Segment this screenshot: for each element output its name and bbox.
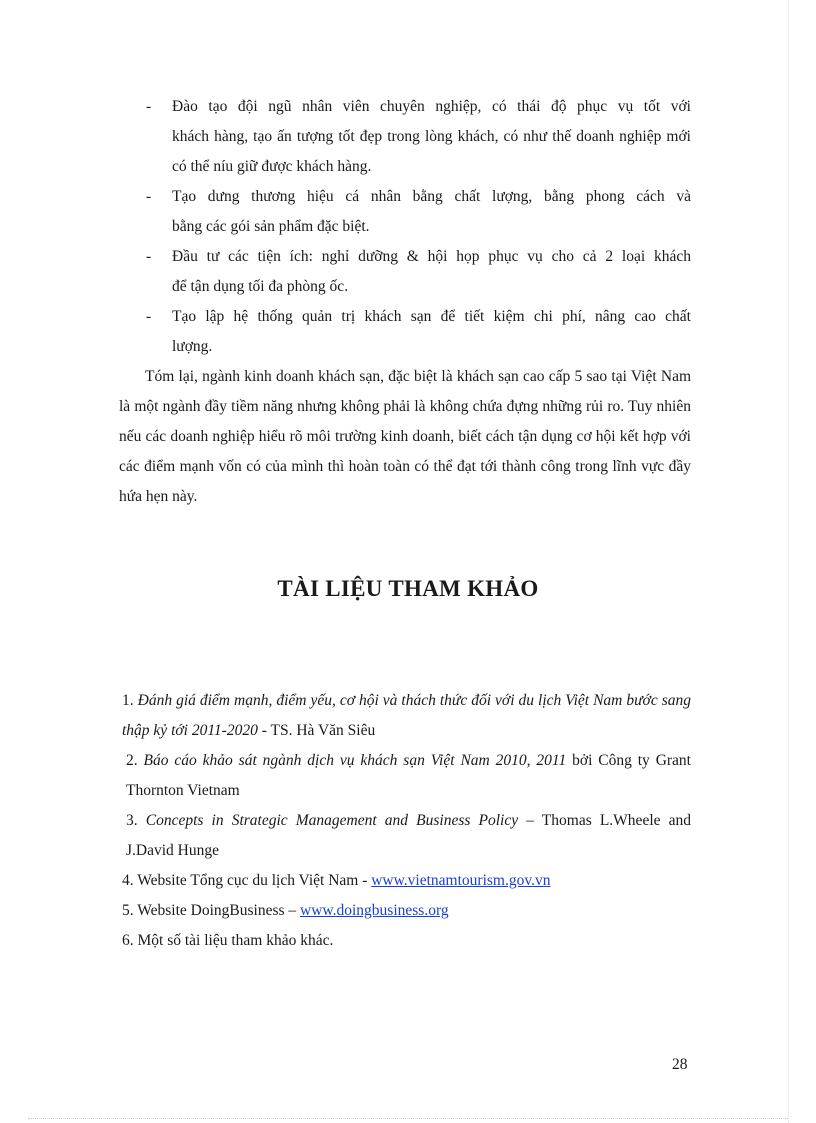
reference-item: [122, 926, 691, 956]
page-border-right: [788, 0, 789, 1123]
bullet-text-line1: Tạo lập hệ thống quản trị khách sạn để tiết kiệm chi phí, nâng cao chất: [172, 308, 691, 325]
bullet-marker: -: [146, 248, 152, 265]
reference-link-doingbusiness[interactable]: www.doingbusiness.org: [300, 902, 449, 919]
reference-item: [122, 866, 691, 896]
bullet-marker: -: [146, 308, 152, 325]
bullet-text-line1: Tạo dưng thương hiệu cá nhân bằng chất lượng, bằng phong cách và: [172, 188, 691, 205]
reference-item: [126, 746, 691, 806]
page-number: 28: [672, 1056, 688, 1073]
reference-number: 1.: [122, 692, 138, 709]
reference-number: 5.: [122, 902, 138, 919]
bullet-text-rest: lượng.: [172, 338, 213, 355]
reference-item: [122, 686, 691, 746]
page-border-bottom: [28, 1118, 788, 1119]
reference-number: 2.: [126, 752, 144, 769]
reference-author: – Thomas L.Wheele and J.David Hunge: [126, 812, 691, 859]
reference-text: Một số tài liệu tham khảo khác.: [137, 932, 334, 949]
conclusion-paragraph: Tóm lại, ngành kinh doanh khách sạn, đặc biệt là khách sạn cao cấp 5 sao tại Việt Nam là một ngành đầy tiềm năng nhưng không phải là không chứa đựng những rủi ro. Tuy nhiên nếu các doanh nghiệp hiểu rõ môi trường kinh doanh, biết cách tận dụng cơ hội kết hợp với các điểm mạnh vốn có của mình thì hoàn toàn có thể đạt tới thành công trong lĩnh vực đầy hứa hẹn này.: [119, 368, 691, 505]
reference-number: 3.: [126, 812, 146, 829]
reference-link-vietnamtourism[interactable]: www.vietnamtourism.gov.vn: [371, 872, 551, 889]
bullet-text-line1: Đào tạo đội ngũ nhân viên chuyên nghiệp, có thái độ phục vụ tốt với: [172, 98, 691, 115]
bullet-item: [146, 182, 691, 242]
reference-author: - TS. Hà Văn Siêu: [257, 722, 376, 739]
bullet-marker: -: [146, 98, 152, 115]
reference-text: Website DoingBusiness –: [137, 902, 301, 919]
bullet-item: [146, 242, 691, 302]
reference-title: Báo cáo khảo sát ngành dịch vụ khách sạn Việt Nam 2010, 2011: [143, 752, 567, 769]
reference-number: 4.: [122, 872, 138, 889]
reference-item: [126, 806, 691, 866]
reference-number: 6.: [122, 932, 138, 949]
bullet-marker: -: [146, 188, 152, 205]
reference-title: Đánh giá điểm mạnh, điểm yếu, cơ hội và thách thức đối với du lịch Việt Nam bước sang thập kỷ tới 2011-2020: [122, 692, 691, 739]
bullet-text-rest: khách hàng, tạo ấn tượng tốt đẹp trong lòng khách, có như thế doanh nghiệp mới có thể níu giữ được khách hàng.: [172, 128, 691, 175]
reference-item: [122, 896, 691, 926]
bullet-text-rest: bằng các gói sản phẩm đặc biệt.: [172, 218, 370, 235]
bullet-item: [146, 302, 691, 362]
bullet-text-rest: để tận dụng tối đa phòng ốc.: [172, 278, 349, 295]
reference-author: bởi Công ty Grant Thornton Vietnam: [126, 752, 691, 799]
reference-title: Concepts in Strategic Management and Business Policy: [145, 812, 519, 829]
references-heading: TÀI LIỆU THAM KHẢO: [277, 576, 539, 601]
bullet-item: [146, 92, 691, 182]
bullet-text-line1: Đầu tư các tiện ích: nghỉ dưỡng & hội họp phục vụ cho cả 2 loại khách: [172, 248, 691, 265]
reference-text: Website Tổng cục du lịch Việt Nam -: [137, 872, 372, 889]
